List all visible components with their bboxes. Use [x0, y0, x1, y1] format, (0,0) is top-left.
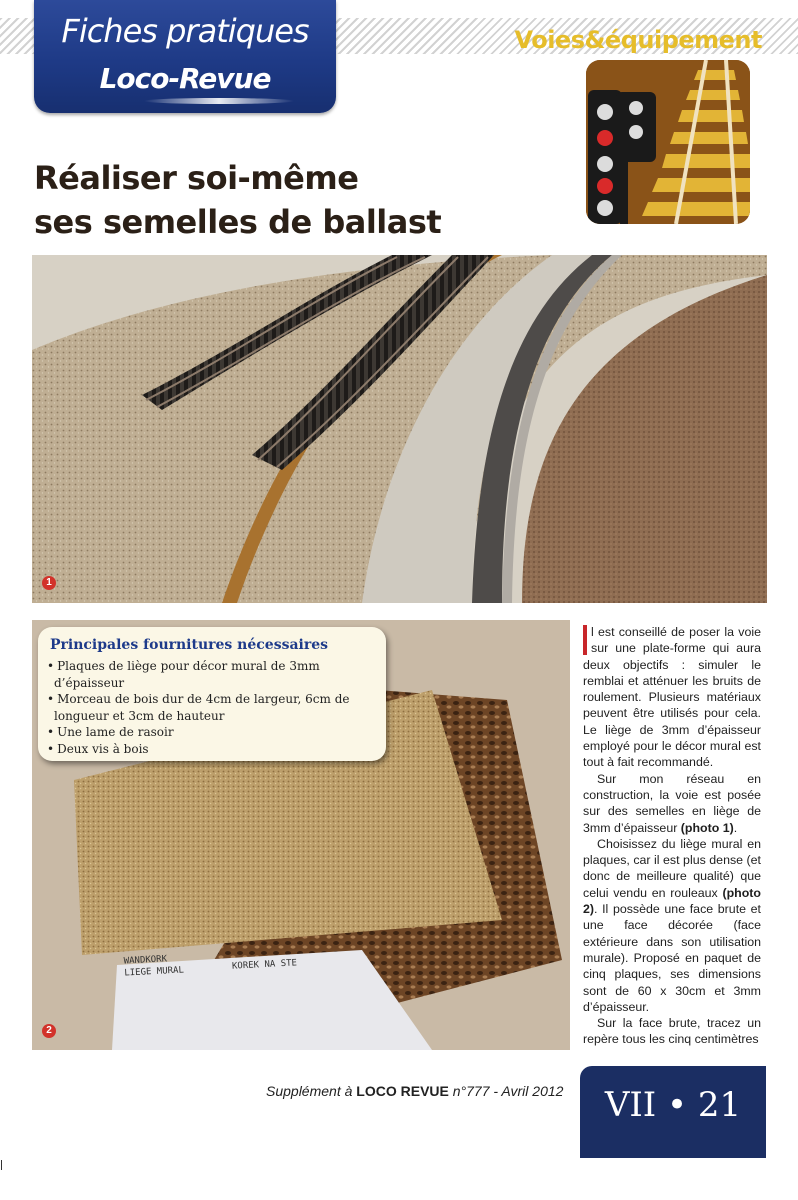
section-name: Voies&équipement — [514, 26, 762, 54]
crop-mark — [1, 1160, 8, 1170]
supplies-box — [38, 627, 386, 761]
photo-reference: (photo 1) — [680, 820, 734, 835]
list-item: • Une lame de rasoir — [46, 724, 378, 741]
paragraph: Choisissez du liège mural en plaques, car il est plus dense (et donc de meilleure qualité) que celui vendu en rouleaux (photo 2). Il possède une face brute et une face décorée (face extérieure dans son utilisation murale). Proposé en paquet de cinq plaques, ses dimensions sont de 60 x 30cm et 3mm d’épaisseur. — [583, 836, 761, 1014]
photo-number-badge: 1 — [42, 576, 56, 590]
photo-number-badge: 2 — [42, 1024, 56, 1038]
rail-signal-track-icon — [586, 60, 750, 224]
list-item: • Deux vis à bois — [46, 741, 378, 758]
page-number-badge — [580, 1066, 766, 1158]
article-title — [34, 156, 441, 244]
paragraph: Sur la face brute, tracez un repère tous les cinq centimètres — [583, 1016, 761, 1047]
drop-cap-bar — [583, 625, 587, 655]
page-number: 21 — [697, 1085, 742, 1125]
swoosh-decoration — [144, 98, 294, 104]
supplies-list — [46, 658, 378, 757]
footer-credit: Supplément à LOCO REVUE n°777 - Avril 2012 — [266, 1083, 564, 1099]
supplies-title: Principales fournitures nécessaires — [50, 637, 329, 653]
package-label-extra: KOREK NA STE — [231, 958, 298, 972]
publication-name: LOCO REVUE — [356, 1083, 449, 1099]
page-separator: • — [667, 1085, 688, 1125]
title-line-1: Réaliser soi-même — [34, 159, 359, 197]
list-item: • Plaques de liège pour décor mural de 3mm d’épaisseur — [46, 658, 378, 691]
series-title: Fiches pratiques — [61, 12, 309, 50]
title-line-2: ses semelles de ballast — [34, 203, 442, 241]
package-label: WANDKORK LIEGE MURAL — [123, 954, 185, 979]
article-body — [583, 624, 761, 1048]
paragraph: l est conseillé de poser la voie sur une plate-forme qui aura deux objectifs : simuler le remblai et atténuer les bruits de roulement. Plusieurs matériaux peuvent être utilisés pour cela. Le liège de 3mm d’épaisseur employé pour le décor mural est tout à fait recommandé. — [583, 625, 761, 770]
magazine-name: Loco-Revue — [99, 62, 271, 95]
photo-reference: (photo 2) — [583, 885, 761, 917]
series-label — [34, 0, 336, 113]
photo-1-curved-track — [32, 255, 767, 603]
list-item: • Morceau de bois dur de 4cm de largeur, 6cm de longueur et 3cm de hauteur — [46, 691, 378, 724]
page-roman: VII — [604, 1085, 657, 1125]
paragraph: Sur mon réseau en construction, la voie est posée sur des semelles en liège de 3mm d’épaisseur (photo 1). — [583, 771, 761, 835]
